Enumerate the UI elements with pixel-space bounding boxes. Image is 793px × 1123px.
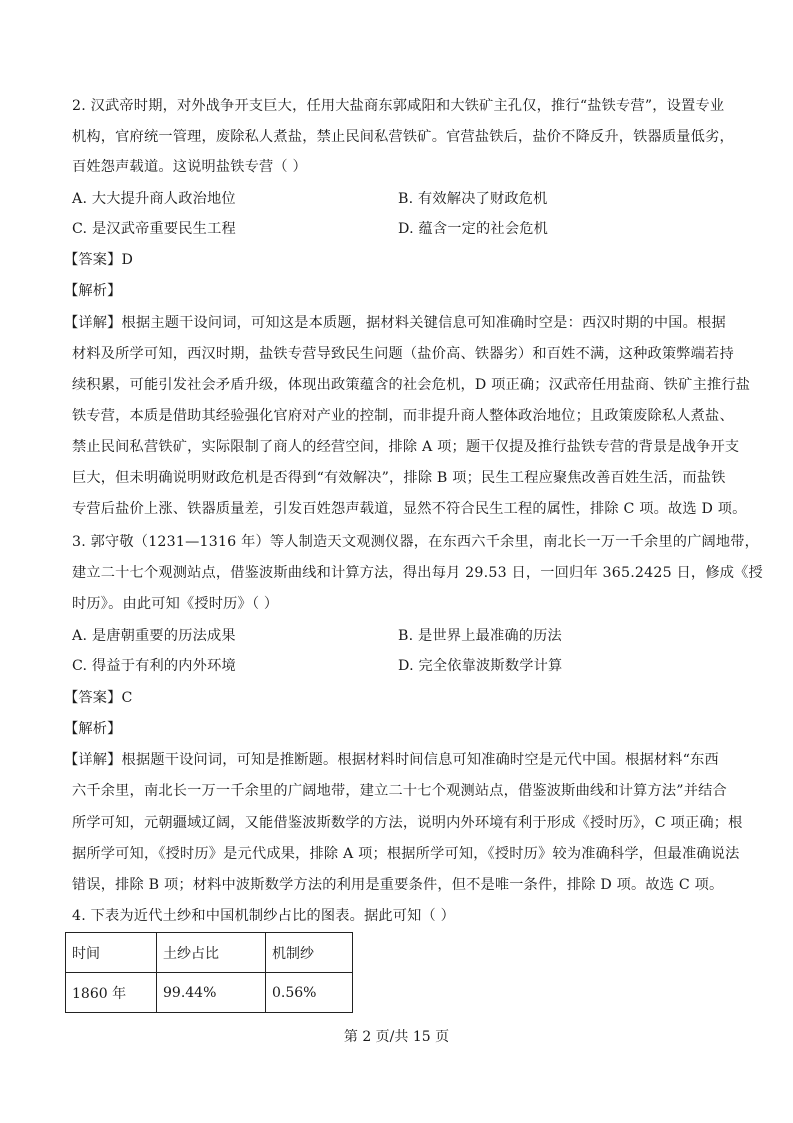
- q2-option-d: D. 蕴含一定的社会危机: [398, 221, 548, 237]
- spinning-yarn-table: [65, 932, 353, 1013]
- q2-detail-line-3: 续积累，可能引发社会矛盾升级，体现出政策蕴含的社会危机，D 项正确；汉武帝任用盐商、铁矿主推行盐: [72, 377, 751, 393]
- table-cell: 1860 年: [66, 973, 157, 1013]
- table-header-cell: 土纱占比: [157, 933, 266, 973]
- table-header-cell: 时间: [66, 933, 157, 973]
- q3-detail-line-5: 错误，排除 B 项；材料中波斯数学方法的利用是重要条件，但不是唯一条件，排除 D 项。故选 C 项。: [72, 877, 724, 893]
- q3-stem-line-3: 时历》。由此可知《授时历》（ ）: [72, 596, 279, 612]
- q3-option-a: A. 是唐朝重要的历法成果: [72, 628, 236, 644]
- table-header-row: [66, 933, 353, 973]
- q3-detail-line-4: 据所学可知，《授时历》是元代成果，排除 A 项；根据所学可知，《授时历》较为准确科学，但最准确说法: [72, 846, 740, 862]
- q2-detail-line-2: 材料及所学可知，西汉时期，盐铁专营导致民生问题（盐价高、铁器劣）和百姓不满，这种政策弊端若持: [72, 346, 734, 362]
- q2-option-b: B. 有效解决了财政危机: [398, 191, 548, 207]
- q3-option-c: C. 得益于有利的内外环境: [72, 658, 236, 674]
- q3-detail-line-3: 所学可知，元朝疆域辽阔，又能借鉴波斯数学的方法，说明内外环境有利于形成《授时历》，C 项正确；根: [72, 815, 743, 831]
- q4-stem: 4. 下表为近代土纱和中国机制纱占比的图表。据此可知（ ）: [72, 908, 456, 924]
- q3-option-b: B. 是世界上最准确的历法: [398, 628, 562, 644]
- q2-option-c: C. 是汉武帝重要民生工程: [72, 221, 236, 237]
- q2-answer: 【答案】D: [64, 252, 134, 268]
- q3-answer: 【答案】C: [64, 690, 133, 706]
- q3-analysis-label: 【解析】: [64, 721, 122, 737]
- table-cell: 0.56%: [266, 973, 353, 1013]
- q2-stem-line-3: 百姓怨声载道。这说明盐铁专营（ ）: [72, 159, 307, 175]
- q2-detail-line-6: 巨大，但未明确说明财政危机是否得到“有效解决”，排除 B 项；民生工程应聚焦改善百姓生活，而盐铁: [72, 470, 726, 486]
- q2-analysis-label: 【解析】: [64, 283, 122, 299]
- q2-option-a: A. 大大提升商人政治地位: [72, 191, 236, 207]
- q2-detail-line-1: 【详解】根据主题干设问词，可知这是本质题，据材料关键信息可知准确时空是：西汉时期的中国。根据: [64, 315, 726, 331]
- q3-option-d: D. 完全依靠波斯数学计算: [398, 658, 563, 674]
- page-number-footer: 第 2 页/共 15 页: [343, 1029, 450, 1045]
- table-cell: 99.44%: [157, 973, 266, 1013]
- q3-stem-line-1: 3. 郭守敬（1231—1316 年）等人制造天文观测仪器，在东西六千余里，南北长一万一千余里的广阔地带，: [72, 534, 760, 550]
- q2-detail-line-7: 专营后盐价上涨、铁器质量差，引发百姓怨声载道，显然不符合民生工程的属性，排除 C 项。故选 D 项。: [72, 501, 747, 517]
- q3-stem-line-2: 建立二十七个观测站点，借鉴波斯曲线和计算方法，得出每月 29.53 日，一回归年 365.2425 日，修成《授: [72, 565, 763, 581]
- q3-detail-line-2: 六千余里，南北长一万一千余里的广阔地带，建立二十七个观测站点，借鉴波斯曲线和计算方法”并结合: [72, 783, 727, 799]
- q2-detail-line-5: 禁止民间私营铁矿，实际限制了商人的经营空间，排除 A 项；题干仅提及推行盐铁专营的背景是战争开支: [72, 439, 740, 455]
- q3-detail-line-1: 【详解】根据题干设问词，可知是推断题。根据材料时间信息可知准确时空是元代中国。根据材料“东西: [64, 752, 719, 768]
- table-header-cell: 机制纱: [266, 933, 353, 973]
- q2-detail-line-4: 铁专营，本质是借助其经验强化官府对产业的控制，而非提升商人整体政治地位；且政策废除私人煮盐、: [72, 408, 734, 424]
- q2-stem-line-1: 2. 汉武帝时期，对外战争开支巨大，任用大盐商东郭咸阳和大铁矿主孔仅，推行“盐铁专营”，设置专业: [72, 98, 725, 114]
- table-row: [66, 973, 353, 1013]
- q2-stem-line-2: 机构，官府统一管理，废除私人煮盐，禁止民间私营铁矿。官营盐铁后，盐价不降反升，铁器质量低劣，: [72, 129, 734, 145]
